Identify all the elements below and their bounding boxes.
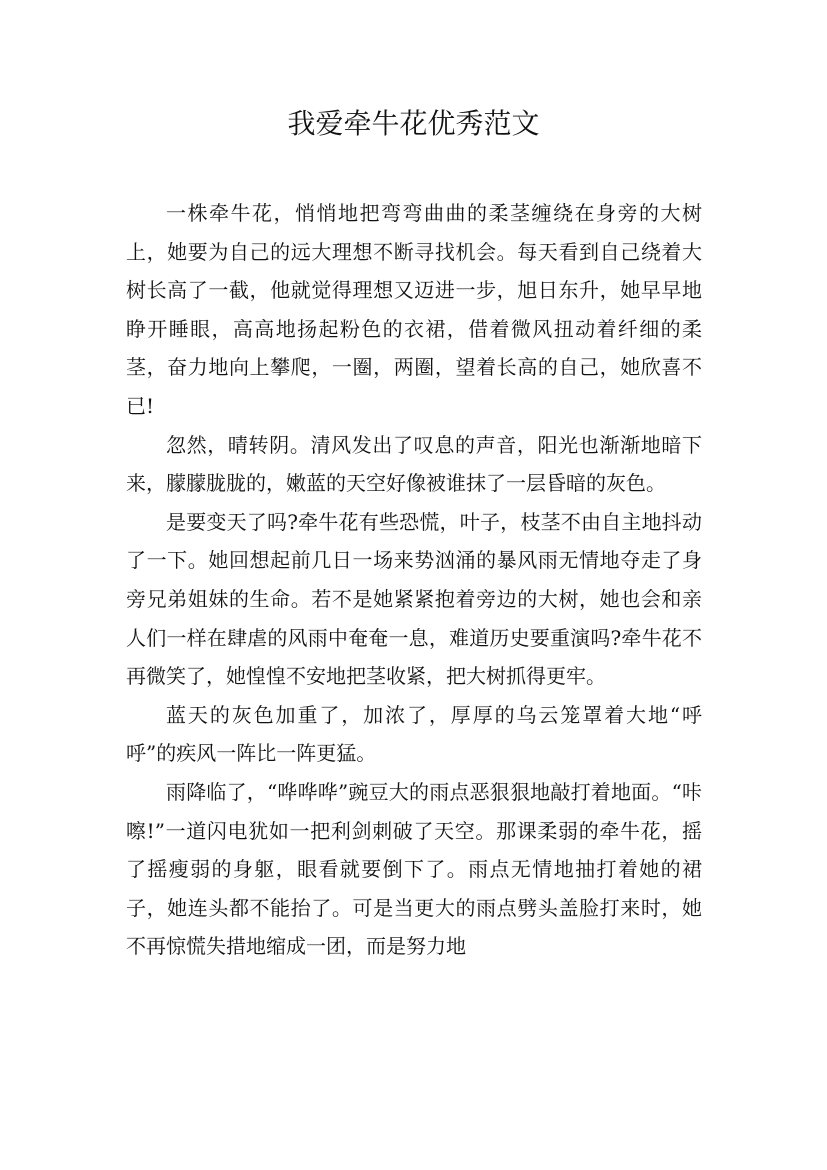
paragraph-1: 一株牵牛花，悄悄地把弯弯曲曲的柔茎缠绕在身旁的大树上，她要为自己的远大理想不断寻找机会。每天看到自己绕着大树长高了一截，他就觉得理想又迈进一步，旭日东升，她早早地睁开睡眼，高高地扬起粉色的衣裙，借着微风扭动着纤细的柔茎，奋力地向上攀爬，一圈，两圈，望着长高的自己，她欣喜不已!	[126, 201, 702, 418]
paragraph-5: 雨降临了，“哗哗哗”豌豆大的雨点恶狠狠地敲打着地面。“咔嚓!”一道闪电犹如一把利剑刺破了天空。那课柔弱的牵牛花，摇了摇瘦弱的身躯，眼看就要倒下了。雨点无情地抽打着她的裙子，她连头都不能抬了。可是当更大的雨点劈头盖脸打来时，她不再惊慌失措地缩成一团，而是努力地	[126, 779, 702, 959]
paragraph-3: 是要变天了吗?牵牛花有些恐慌，叶子，枝茎不由自主地抖动了一下。她回想起前几日一场来势汹涌的暴风雨无情地夺走了身旁兄弟姐妹的生命。若不是她紧紧抱着旁边的大树，她也会和亲人们一样在肆虐的风雨中奄奄一息，难道历史要重演吗?牵牛花不再微笑了，她惶惶不安地把茎收紧，把大树抓得更牢。	[126, 509, 702, 689]
document-body	[126, 194, 702, 966]
paragraph-2: 忽然，晴转阴。清风发出了叹息的声音，阳光也渐渐地暗下来，朦朦胧胧的，嫩蓝的天空好像被谁抹了一层昏暗的灰色。	[126, 432, 702, 496]
document-title: 我爱牵牛花优秀范文	[287, 107, 540, 140]
paragraph-4: 蓝天的灰色加重了，加浓了，厚厚的乌云笼罩着大地“呼呼”的疾风一阵比一阵更猛。	[126, 702, 702, 766]
